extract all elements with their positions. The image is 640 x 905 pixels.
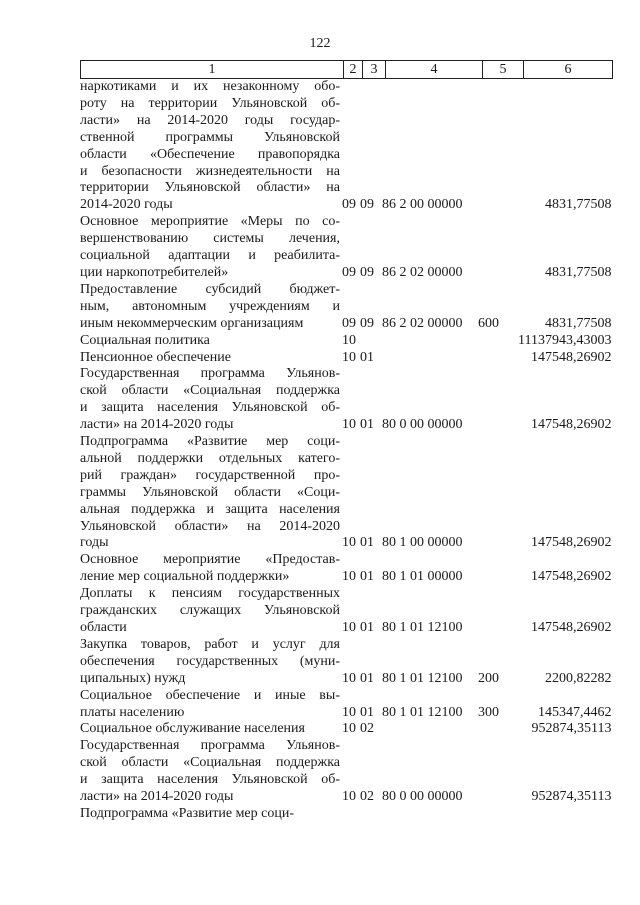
- section-code: [342, 806, 360, 823]
- column-header-2: 2: [344, 61, 363, 79]
- description-line: ской области «Социальная поддержка: [80, 383, 340, 399]
- table-row: [80, 214, 611, 282]
- target-article-code: 80 1 01 12100: [382, 704, 463, 720]
- target-article-code: [382, 333, 478, 350]
- description-line: Подпрограмма «Развитие мер соци-: [80, 805, 295, 821]
- description-line: граммы Ульяновской области «Соци-: [80, 484, 340, 500]
- target-article-code: 80 1 01 12100: [382, 620, 463, 635]
- subsection-code: 01: [360, 704, 374, 720]
- column-header-3: 3: [363, 61, 386, 79]
- target-article-code: [382, 721, 478, 738]
- subsection-code: [360, 333, 382, 350]
- description-line: и защита населения Ульяновской об-: [80, 772, 340, 788]
- description-line: Государственная программа Ульянов-: [80, 738, 340, 754]
- amount: 147548,26902: [530, 535, 612, 551]
- description-line: социальной адаптации и реабилита-: [80, 248, 340, 264]
- table-row: [80, 282, 611, 333]
- row-description: [80, 350, 342, 367]
- amount: 147548,26902: [530, 349, 612, 365]
- expense-type-code: [478, 350, 518, 367]
- description-line: Социальное обслуживание населения: [80, 721, 305, 737]
- row-description: [80, 688, 342, 722]
- description-line: обеспечения государственных (муни-: [80, 653, 340, 669]
- section-code: 10: [342, 349, 356, 365]
- description-line: области: [80, 620, 127, 635]
- row-description: [80, 333, 342, 350]
- section-code: 09: [342, 197, 356, 213]
- description-line: Закупка товаров, работ и услуг для: [80, 636, 340, 652]
- expense-type-code: [478, 366, 518, 434]
- description-line: Доплаты к пенсиям государственных: [80, 586, 340, 602]
- description-line: ласти» на 2014-2020 годы: [80, 789, 234, 805]
- description-line: гражданских служащих Ульяновской: [80, 603, 340, 619]
- description-line: ным, автономным учреждениям и: [80, 298, 340, 314]
- description-line: Пенсионное обеспечение: [80, 349, 231, 365]
- row-description: [80, 806, 342, 823]
- description-line: Государственная программа Ульянов-: [80, 366, 340, 382]
- expense-type-code: [478, 79, 518, 214]
- description-line: иным некоммерческим организациям: [80, 315, 304, 331]
- section-code: 10: [342, 535, 356, 551]
- description-line: рий граждан» государственной про-: [80, 467, 340, 483]
- target-article-code: 86 2 02 00000: [382, 315, 463, 331]
- description-line: Подпрограмма «Развитие мер соци-: [80, 434, 340, 450]
- description-line: и безопасности жизнедеятельности на: [80, 163, 340, 179]
- subsection-code: 09: [360, 315, 374, 331]
- description-line: вершенствованию системы лечения,: [80, 231, 340, 247]
- description-line: ление мер социальной поддержки»: [80, 569, 290, 585]
- description-line: ласти» на 2014-2020 годы: [80, 417, 234, 433]
- target-article-code: 80 1 01 00000: [382, 569, 463, 585]
- section-code: 10: [342, 789, 356, 805]
- column-header-1: 1: [81, 61, 344, 79]
- expense-type-code: [478, 333, 518, 350]
- description-line: ципальных) нужд: [80, 670, 186, 686]
- amount: 147548,26902: [530, 620, 612, 635]
- amount: 4831,77508: [544, 197, 612, 213]
- description-line: ции наркопотребителей»: [80, 264, 229, 280]
- section-code: 10: [342, 670, 356, 686]
- subsection-code: 09: [360, 264, 374, 280]
- expense-type-code: [478, 552, 518, 586]
- description-line: ской области «Социальная поддержка: [80, 755, 340, 771]
- table-row: [80, 637, 611, 688]
- amount: 952874,35113: [531, 789, 612, 805]
- section-code: 09: [342, 315, 356, 331]
- subsection-code: 01: [360, 569, 374, 585]
- expense-type-code: 600: [478, 315, 499, 331]
- description-line: годы: [80, 535, 109, 551]
- amount: 11137943,43003: [518, 332, 612, 348]
- section-code: 10: [342, 721, 356, 737]
- amount: 4831,77508: [544, 315, 612, 331]
- expense-type-code: 200: [478, 670, 499, 686]
- table-row: [80, 806, 611, 823]
- description-line: альная поддержка и защита населения: [80, 501, 340, 517]
- subsection-code: 01: [360, 349, 374, 365]
- description-line: ласти» на 2014-2020 годы государ-: [80, 112, 340, 128]
- amount: 4831,77508: [544, 264, 612, 280]
- target-article-code: [382, 806, 478, 823]
- row-description: [80, 79, 342, 214]
- table-row: [80, 350, 611, 367]
- description-line: 2014-2020 годы: [80, 197, 173, 213]
- subsection-code: 02: [360, 721, 374, 737]
- row-description: [80, 637, 342, 688]
- table-row: [80, 586, 611, 637]
- description-line: и защита населения Ульяновской об-: [80, 400, 340, 416]
- amount: [518, 806, 611, 823]
- section-code: 10: [342, 620, 356, 635]
- amount: 2200,82282: [544, 670, 612, 686]
- subsection-code: 01: [360, 670, 374, 686]
- column-header-table: [80, 60, 613, 79]
- amount: 147548,26902: [530, 569, 612, 585]
- section-code: 10: [342, 704, 356, 720]
- target-article-code: 80 0 00 00000: [382, 789, 463, 805]
- expense-type-code: [478, 806, 518, 823]
- section-code: 10: [342, 332, 356, 348]
- row-description: [80, 586, 342, 637]
- column-header-6: 6: [524, 61, 613, 79]
- description-line: наркотиками и их незаконному обо-: [80, 79, 340, 94]
- column-header-5: 5: [483, 61, 524, 79]
- table-row: [80, 688, 611, 722]
- expense-type-code: [478, 721, 518, 738]
- target-article-code: 86 2 00 00000: [382, 197, 463, 213]
- description-line: альной поддержки отдельных катего-: [80, 450, 340, 466]
- description-line: Ульяновской области» на 2014-2020: [80, 518, 340, 534]
- description-line: области «Обеспечение правопорядка: [80, 146, 340, 162]
- target-article-code: 80 1 01 12100: [382, 670, 463, 686]
- description-line: платы населению: [80, 704, 185, 720]
- description-line: Основное мероприятие «Предостав-: [80, 552, 340, 568]
- expense-type-code: [478, 214, 518, 282]
- target-article-code: 80 1 00 00000: [382, 535, 463, 551]
- target-article-code: 80 0 00 00000: [382, 417, 463, 433]
- budget-table-body: [80, 79, 611, 823]
- table-row: [80, 366, 611, 434]
- budget-table: [80, 79, 611, 823]
- target-article-code: [382, 350, 478, 367]
- table-row: [80, 738, 611, 806]
- table-row: [80, 434, 611, 552]
- subsection-code: 02: [360, 789, 374, 805]
- row-description: [80, 366, 342, 434]
- expense-type-code: [478, 586, 518, 637]
- table-row: [80, 79, 611, 214]
- description-line: Предоставление субсидий бюджет-: [80, 281, 340, 297]
- subsection-code: 01: [360, 417, 374, 433]
- row-description: [80, 738, 342, 806]
- row-description: [80, 434, 342, 552]
- description-line: ственной программы Ульяновской: [80, 129, 340, 145]
- table-row: [80, 552, 611, 586]
- section-code: 10: [342, 417, 356, 433]
- amount: 145347,4462: [537, 704, 612, 720]
- table-row: [80, 333, 611, 350]
- description-line: Основное мероприятие «Меры по со-: [80, 214, 340, 230]
- column-header-4: 4: [386, 61, 483, 79]
- description-line: Социальное обеспечение и иные вы-: [80, 687, 340, 703]
- expense-type-code: [478, 434, 518, 552]
- page-number: 122: [309, 36, 331, 51]
- subsection-code: 01: [360, 620, 374, 635]
- row-description: [80, 282, 342, 333]
- amount: 952874,35113: [531, 721, 612, 737]
- table-row: [80, 721, 611, 738]
- subsection-code: [360, 806, 382, 823]
- row-description: [80, 214, 342, 282]
- subsection-code: 01: [360, 535, 374, 551]
- row-description: [80, 721, 342, 738]
- subsection-code: 09: [360, 197, 374, 213]
- description-line: территории Ульяновской области» на: [80, 180, 340, 196]
- section-code: 09: [342, 264, 356, 280]
- description-line: роту на территории Ульяновской об-: [80, 95, 340, 111]
- description-line: Социальная политика: [80, 332, 210, 348]
- amount: 147548,26902: [530, 417, 612, 433]
- target-article-code: 86 2 02 00000: [382, 264, 463, 280]
- column-header-row: [81, 61, 613, 79]
- expense-type-code: [478, 738, 518, 806]
- expense-type-code: 300: [478, 704, 499, 720]
- section-code: 10: [342, 569, 356, 585]
- row-description: [80, 552, 342, 586]
